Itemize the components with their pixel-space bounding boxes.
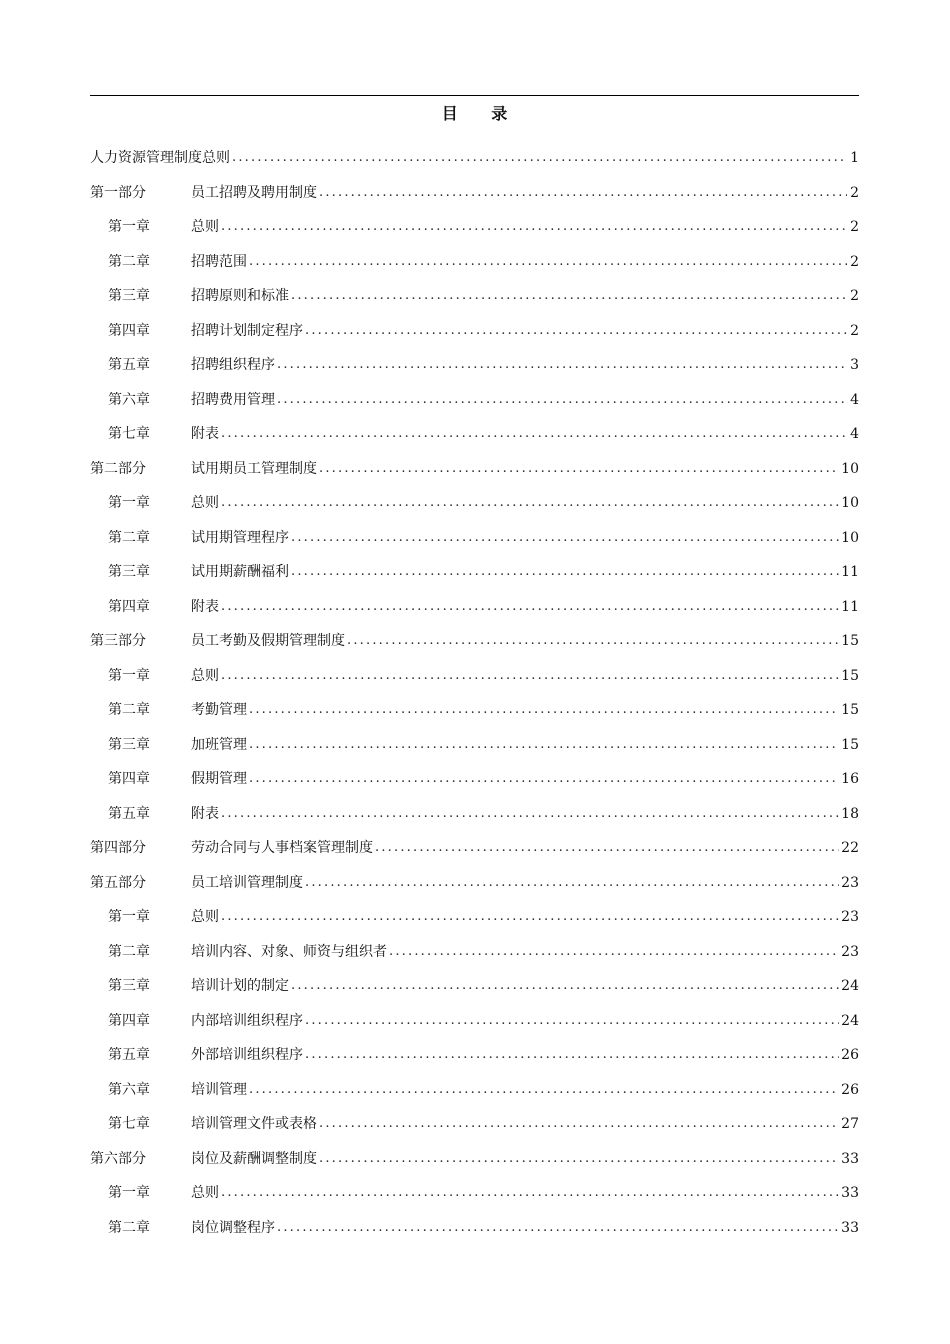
toc-entry[interactable] [90, 245, 859, 280]
toc-dot-leader [249, 253, 847, 271]
toc-dot-leader [305, 1012, 839, 1030]
toc-page-number: 3 [850, 357, 859, 374]
toc-entry[interactable] [90, 521, 859, 556]
toc-page-number: 2 [850, 322, 859, 339]
toc-page-number: 22 [841, 840, 859, 857]
toc-page-number: 33 [841, 1150, 859, 1167]
toc-page-number: 10 [841, 529, 859, 546]
toc-entry-title: 培训内容、对象、师资与组织者 [191, 943, 387, 960]
toc-entry-title: 加班管理 [191, 736, 247, 753]
toc-page-number: 15 [841, 667, 859, 684]
toc-entry-title: 劳动合同与人事档案管理制度 [191, 840, 373, 857]
toc-entry-title: 试用期管理程序 [191, 529, 289, 546]
toc-dot-leader [291, 563, 839, 581]
toc-entry[interactable] [90, 969, 859, 1004]
toc-page-number: 11 [841, 598, 859, 615]
toc-page-number: 2 [850, 219, 859, 236]
toc-dot-leader [389, 943, 839, 961]
toc-chapter-number: 第七章 [108, 426, 150, 443]
toc-entry[interactable] [90, 831, 859, 866]
toc-page-number: 11 [841, 564, 859, 581]
toc-page-number: 26 [841, 1081, 859, 1098]
toc-chapter-number: 第五章 [108, 357, 150, 374]
toc-chapter-number: 第一章 [108, 909, 150, 926]
toc-chapter-number: 第二章 [108, 529, 150, 546]
toc-page-number: 2 [850, 184, 859, 201]
toc-list [90, 141, 859, 1245]
toc-entry[interactable] [90, 866, 859, 901]
toc-entry[interactable] [90, 452, 859, 487]
toc-chapter-number: 第五章 [108, 805, 150, 822]
toc-dot-leader [319, 1150, 839, 1168]
toc-entry[interactable] [90, 176, 859, 211]
header-rule [90, 95, 859, 96]
toc-entry[interactable] [90, 590, 859, 625]
toc-chapter-number: 第一章 [108, 667, 150, 684]
toc-chapter-number: 第一章 [108, 219, 150, 236]
toc-entry-title: 考勤管理 [191, 702, 247, 719]
toc-dot-leader [291, 529, 839, 547]
toc-dot-leader [249, 701, 839, 719]
toc-entry-title: 员工考勤及假期管理制度 [191, 633, 345, 650]
toc-entry-title: 假期管理 [191, 771, 247, 788]
toc-dot-leader [347, 632, 839, 650]
toc-entry[interactable] [90, 486, 859, 521]
toc-chapter-number: 第六章 [108, 1081, 150, 1098]
toc-entry-title: 培训计划的制定 [191, 978, 289, 995]
toc-entry[interactable] [90, 141, 859, 176]
toc-dot-leader [305, 322, 847, 340]
toc-page-number: 4 [850, 426, 859, 443]
toc-page-number: 1 [850, 150, 859, 167]
toc-entry[interactable] [90, 1211, 859, 1246]
toc-page-number: 15 [841, 633, 859, 650]
toc-chapter-number: 第五章 [108, 1047, 150, 1064]
toc-dot-leader [277, 1219, 839, 1237]
toc-dot-leader [221, 425, 847, 443]
toc-entry[interactable] [90, 348, 859, 383]
toc-entry-title: 附表 [191, 426, 219, 443]
toc-dot-leader [277, 356, 847, 374]
toc-page-number: 10 [841, 495, 859, 512]
toc-entry-title: 附表 [191, 805, 219, 822]
toc-page-number: 23 [841, 874, 859, 891]
toc-entry[interactable] [90, 693, 859, 728]
toc-entry[interactable] [90, 417, 859, 452]
toc-dot-leader [291, 287, 847, 305]
toc-page-number: 23 [841, 909, 859, 926]
toc-entry-title: 外部培训组织程序 [191, 1047, 303, 1064]
toc-dot-leader [249, 770, 839, 788]
toc-chapter-number: 第二章 [108, 253, 150, 270]
toc-entry-title: 员工招聘及聘用制度 [191, 184, 317, 201]
toc-chapter-number: 第四章 [108, 1012, 150, 1029]
toc-part-number: 第一部分 [90, 184, 146, 201]
toc-chapter-number: 第三章 [108, 564, 150, 581]
toc-entry-title: 总则 [191, 909, 219, 926]
toc-entry-title: 培训管理文件或表格 [191, 1116, 317, 1133]
toc-part-number: 第六部分 [90, 1150, 146, 1167]
toc-part-number: 第五部分 [90, 874, 146, 891]
toc-entry-title: 总则 [191, 495, 219, 512]
toc-entry[interactable] [90, 1073, 859, 1108]
toc-dot-leader [319, 1115, 839, 1133]
toc-dot-leader [221, 805, 839, 823]
toc-page-number: 15 [841, 736, 859, 753]
toc-part-number: 第四部分 [90, 840, 146, 857]
toc-entry[interactable] [90, 659, 859, 694]
toc-entry-title: 招聘计划制定程序 [191, 322, 303, 339]
toc-chapter-number: 第二章 [108, 702, 150, 719]
toc-dot-leader [249, 736, 839, 754]
toc-dot-leader [319, 460, 839, 478]
toc-page-number: 24 [841, 978, 859, 995]
toc-entry[interactable] [90, 624, 859, 659]
toc-page-number: 15 [841, 702, 859, 719]
toc-entry-title: 招聘组织程序 [191, 357, 275, 374]
toc-dot-leader [375, 839, 839, 857]
toc-dot-leader [291, 977, 839, 995]
toc-entry[interactable] [90, 1142, 859, 1177]
toc-dot-leader [221, 494, 839, 512]
toc-entry[interactable] [90, 728, 859, 763]
toc-chapter-number: 第三章 [108, 978, 150, 995]
toc-chapter-number: 第七章 [108, 1116, 150, 1133]
toc-entry[interactable] [90, 935, 859, 970]
toc-dot-leader [305, 874, 839, 892]
toc-entry-title: 人力资源管理制度总则 [90, 150, 230, 167]
toc-page-number: 24 [841, 1012, 859, 1029]
toc-page-number: 26 [841, 1047, 859, 1064]
toc-entry[interactable] [90, 797, 859, 832]
toc-dot-leader [221, 908, 839, 926]
toc-dot-leader [221, 218, 847, 236]
toc-entry[interactable] [90, 1038, 859, 1073]
toc-entry[interactable] [90, 314, 859, 349]
toc-dot-leader [249, 1081, 839, 1099]
toc-entry-title: 招聘原则和标准 [191, 288, 289, 305]
toc-entry[interactable] [90, 1107, 859, 1142]
toc-page-number: 33 [841, 1219, 859, 1236]
toc-entry[interactable] [90, 1176, 859, 1211]
toc-chapter-number: 第四章 [108, 771, 150, 788]
toc-entry-title: 招聘费用管理 [191, 391, 275, 408]
toc-dot-leader [232, 149, 847, 167]
toc-entry[interactable] [90, 383, 859, 418]
toc-page-number: 27 [841, 1116, 859, 1133]
toc-entry-title: 总则 [191, 1185, 219, 1202]
toc-entry-title: 招聘范围 [191, 253, 247, 270]
toc-entry-title: 岗位调整程序 [191, 1219, 275, 1236]
toc-page-number: 10 [841, 460, 859, 477]
toc-entry[interactable] [90, 555, 859, 590]
toc-page-number: 4 [850, 391, 859, 408]
toc-page-number: 2 [850, 253, 859, 270]
toc-dot-leader [277, 391, 847, 409]
toc-entry-title: 员工培训管理制度 [191, 874, 303, 891]
toc-chapter-number: 第一章 [108, 495, 150, 512]
toc-page-number: 33 [841, 1185, 859, 1202]
toc-dot-leader [305, 1046, 839, 1064]
toc-entry-title: 岗位及薪酬调整制度 [191, 1150, 317, 1167]
toc-entry[interactable] [90, 762, 859, 797]
toc-chapter-number: 第六章 [108, 391, 150, 408]
toc-entry-title: 内部培训组织程序 [191, 1012, 303, 1029]
toc-chapter-number: 第四章 [108, 598, 150, 615]
toc-entry-title: 试用期员工管理制度 [191, 460, 317, 477]
toc-entry[interactable] [90, 1004, 859, 1039]
toc-chapter-number: 第一章 [108, 1185, 150, 1202]
toc-page-number: 18 [841, 805, 859, 822]
toc-entry-title: 试用期薪酬福利 [191, 564, 289, 581]
toc-page-number: 16 [841, 771, 859, 788]
toc-entry-title: 附表 [191, 598, 219, 615]
toc-chapter-number: 第二章 [108, 943, 150, 960]
toc-chapter-number: 第二章 [108, 1219, 150, 1236]
toc-dot-leader [319, 184, 847, 202]
toc-page-number: 23 [841, 943, 859, 960]
toc-entry-title: 总则 [191, 219, 219, 236]
toc-chapter-number: 第三章 [108, 288, 150, 305]
toc-entry[interactable] [90, 210, 859, 245]
toc-part-number: 第三部分 [90, 633, 146, 650]
toc-chapter-number: 第四章 [108, 322, 150, 339]
toc-page-number: 2 [850, 288, 859, 305]
toc-chapter-number: 第三章 [108, 736, 150, 753]
toc-part-number: 第二部分 [90, 460, 146, 477]
toc-dot-leader [221, 667, 839, 685]
toc-entry[interactable] [90, 900, 859, 935]
toc-entry[interactable] [90, 279, 859, 314]
toc-dot-leader [221, 598, 839, 616]
toc-dot-leader [221, 1184, 839, 1202]
toc-entry-title: 培训管理 [191, 1081, 247, 1098]
toc-title: 目 录 [441, 104, 522, 123]
toc-entry-title: 总则 [191, 667, 219, 684]
